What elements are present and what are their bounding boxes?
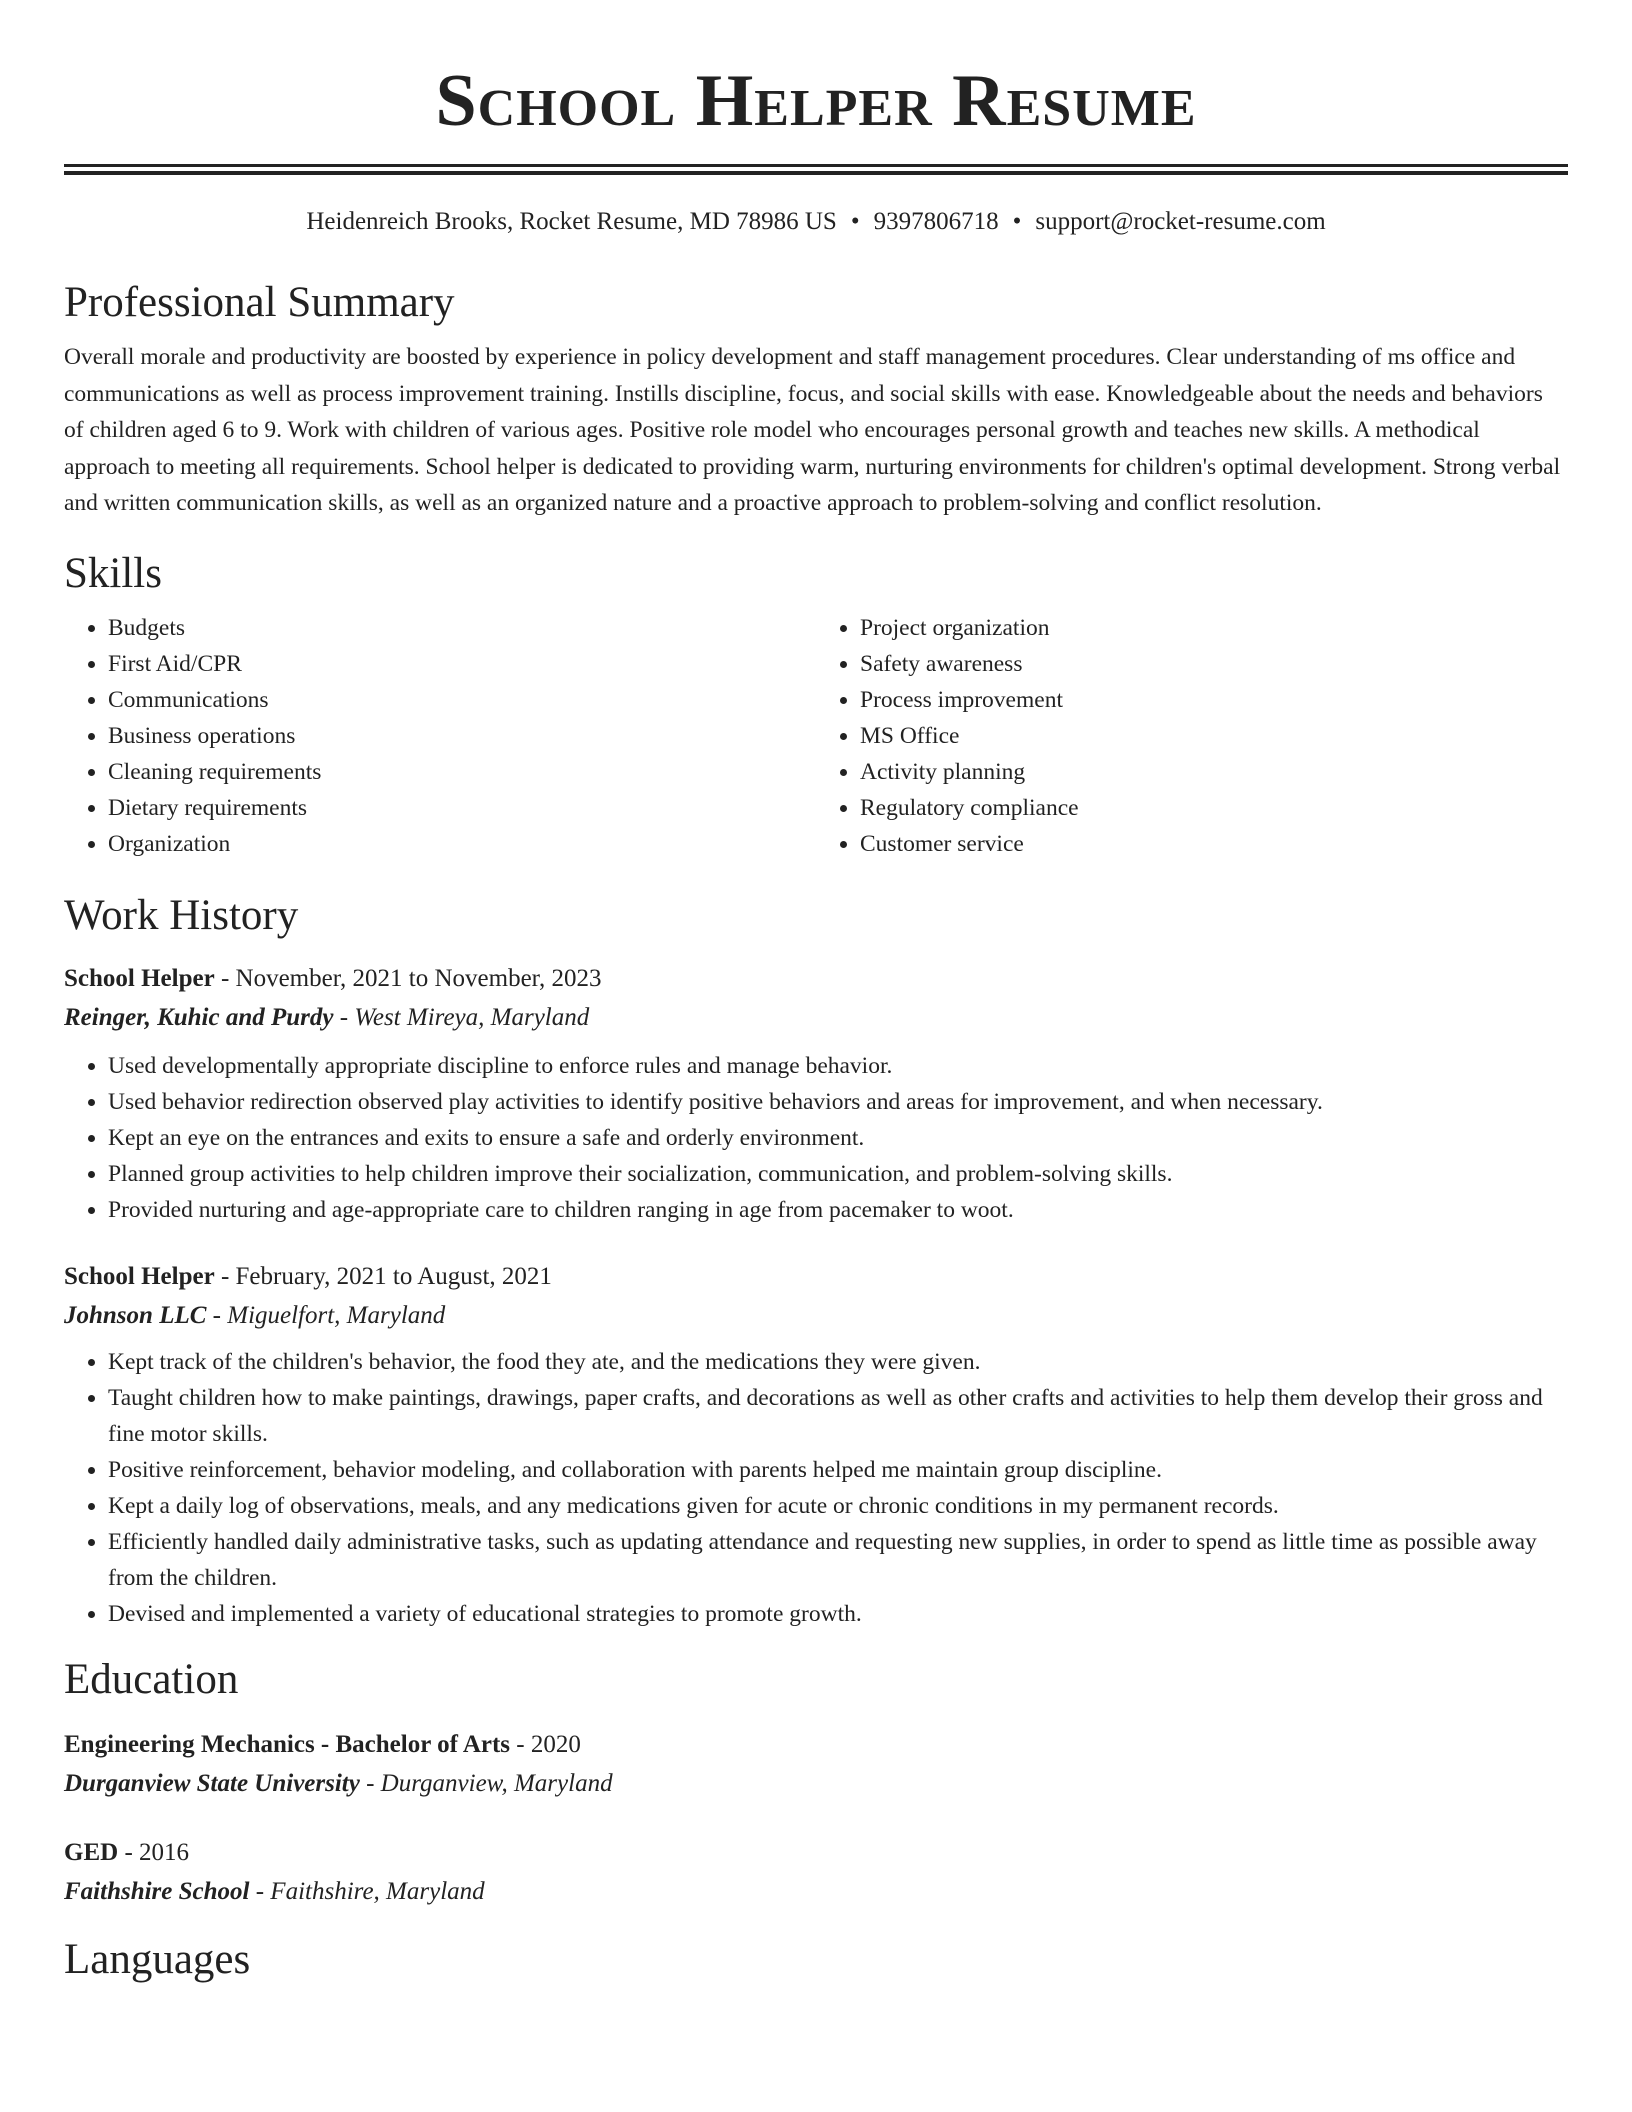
degree-line — [64, 1834, 1568, 1872]
skill-item: • Process improvement — [860, 682, 1568, 718]
contact-phone: 9397806718 — [873, 208, 999, 235]
skill-item: • First Aid/CPR — [108, 646, 816, 682]
skill-item: • Customer service — [860, 826, 1568, 862]
duty-item: • Positive reinforcement, behavior modeling, and collaboration with parents helped me maintain group discipline. — [108, 1452, 1568, 1488]
duty-item: • Kept track of the children's behavior, the food they ate, and the medications they were given. — [108, 1344, 1568, 1380]
duty-item: • Provided nurturing and age-appropriate care to children ranging in age from pacemaker to woot. — [108, 1192, 1568, 1228]
job-company-line — [64, 998, 1568, 1038]
job-company: Johnson LLC — [64, 1301, 207, 1329]
resume-title: School Helper Resume — [435, 60, 1197, 142]
work-history-heading: Work History — [64, 891, 299, 939]
job-title: School Helper — [64, 1262, 215, 1290]
duty-item: • Devised and implemented a variety of educational strategies to promote growth. — [108, 1596, 1568, 1632]
job-location: - West Mireya, Maryland — [333, 1003, 590, 1031]
school-line — [64, 1764, 1568, 1804]
summary-heading: Professional Summary — [64, 279, 455, 326]
job-company-line — [64, 1296, 1568, 1336]
duty-item: • Efficiently handled daily administrative tasks, such as updating attendance and requesting new supplies, in order to spend as little time as possible away from the children. — [108, 1524, 1568, 1596]
education-entry — [64, 1834, 1568, 1912]
job-location: - Miguelfort, Maryland — [206, 1301, 446, 1329]
job-duties — [64, 1344, 1568, 1632]
school-line — [64, 1872, 1568, 1912]
job-entry — [64, 960, 1568, 1228]
skill-item: • Business operations — [108, 718, 816, 754]
skill-item: • MS Office — [860, 718, 1568, 754]
duty-item: • Used behavior redirection observed play activities to identify positive behaviors and areas for improvement, and when necessary. — [108, 1084, 1568, 1120]
school-name: Durganview State University — [64, 1769, 360, 1797]
skill-item: • Activity planning — [860, 754, 1568, 790]
school-location: - Durganview, Maryland — [359, 1769, 613, 1797]
job-title-line — [64, 1258, 1568, 1296]
title-divider — [64, 164, 1568, 175]
skill-item: • Safety awareness — [860, 646, 1568, 682]
duty-item: • Planned group activities to help children improve their socialization, communication, and problem-solving skills. — [108, 1156, 1568, 1192]
skill-item: • Cleaning requirements — [108, 754, 816, 790]
contact-email: support@rocket-resume.com — [1035, 208, 1326, 235]
skill-item: • Communications — [108, 682, 816, 718]
contact-separator: • — [850, 208, 860, 235]
graduation-year: - 2020 — [510, 1730, 581, 1758]
summary-text: Overall morale and productivity are boosted by experience in policy development and staff management procedures. Clear understanding of ms office and communications as well as process improvement training. Instills discipline, focus, and social skills with ease. Knowledgeable about the needs and behaviors of children aged 6 to 9. Work with children of various ages. Positive role model who encourages personal growth and teaches new skills. A methodical approach to meeting all requirements. School helper is dedicated to providing warm, nurturing environments for children's optimal development. Strong verbal and written communication skills, as well as an organized nature and a proactive approach to problem-solving and conflict resolution. — [64, 344, 1561, 516]
duty-item: • Taught children how to make paintings, drawings, paper crafts, and decorations as well as other crafts and activities to help them develop their gross and fine motor skills. — [108, 1380, 1568, 1452]
skill-item: • Organization — [108, 826, 816, 862]
skills-column-right — [816, 610, 1568, 862]
graduation-year: - 2016 — [118, 1838, 190, 1866]
duty-item: • Used developmentally appropriate discipline to enforce rules and manage behavior. — [108, 1048, 1568, 1084]
duty-item: • Kept an eye on the entrances and exits to ensure a safe and orderly environment. — [108, 1120, 1568, 1156]
school-location: - Faithshire, Maryland — [249, 1877, 485, 1905]
job-entry — [64, 1258, 1568, 1632]
job-duties — [64, 1048, 1568, 1228]
degree: GED — [64, 1838, 119, 1866]
skill-item: • Regulatory compliance — [860, 790, 1568, 826]
skills-heading: Skills — [64, 549, 162, 597]
job-title-line — [64, 960, 1568, 998]
job-title: School Helper — [64, 964, 215, 992]
skills-column-left — [64, 610, 816, 862]
skill-item: • Budgets — [108, 610, 816, 646]
degree: Engineering Mechanics - Bachelor of Arts — [64, 1730, 511, 1758]
contact-line — [64, 205, 1568, 239]
education-entry — [64, 1726, 1568, 1804]
education-heading: Education — [64, 1655, 239, 1703]
skill-item: • Dietary requirements — [108, 790, 816, 826]
degree-line — [64, 1726, 1568, 1764]
skills-list — [64, 610, 1568, 862]
contact-address: Heidenreich Brooks, Rocket Resume, MD 78986 US — [306, 208, 837, 235]
skill-item: • Project organization — [860, 610, 1568, 646]
school-name: Faithshire School — [64, 1877, 250, 1905]
contact-separator: • — [1012, 208, 1022, 235]
job-company: Reinger, Kuhic and Purdy — [64, 1003, 334, 1031]
job-dates: - November, 2021 to November, 2023 — [214, 964, 602, 992]
duty-item: • Kept a daily log of observations, meals, and any medications given for acute or chronic conditions in my permanent records. — [108, 1488, 1568, 1524]
languages-heading: Languages — [64, 1935, 251, 1983]
job-dates: - February, 2021 to August, 2021 — [214, 1262, 552, 1290]
